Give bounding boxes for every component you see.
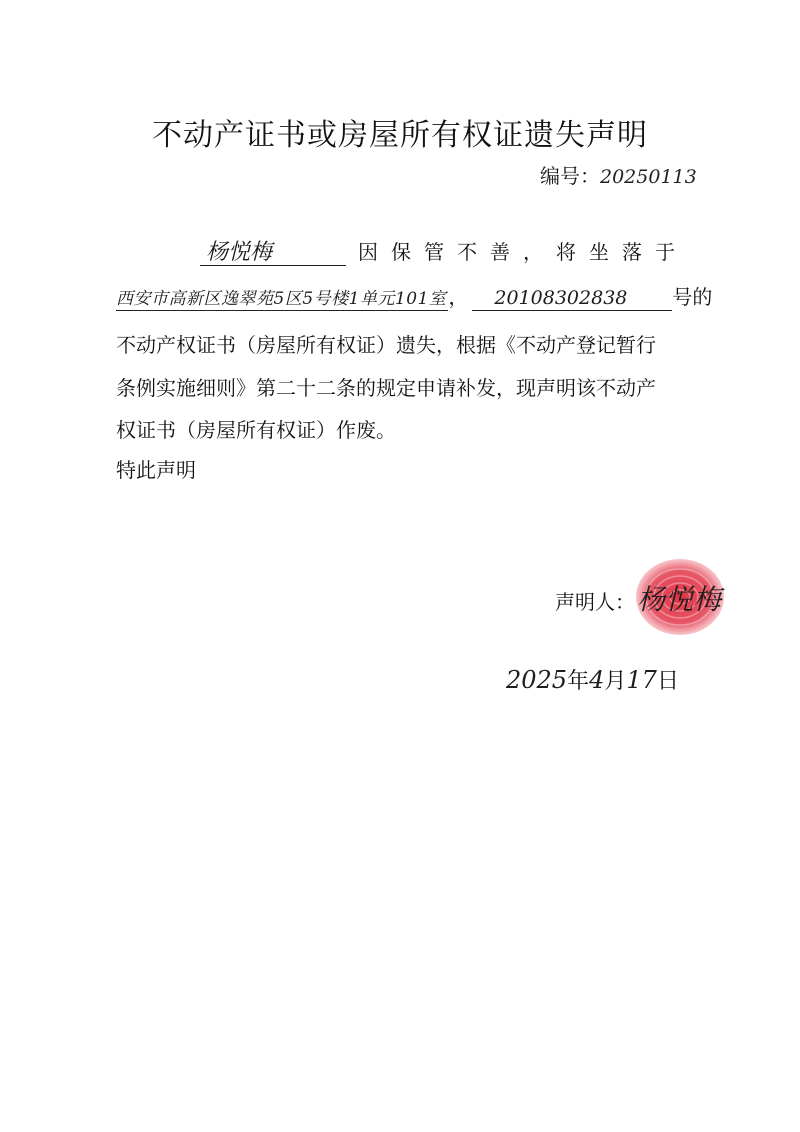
declarant-block <box>555 578 721 618</box>
statement-line-3: 不动产权证书（房屋所有权证）遗失，根据《不动产登记暂行 <box>116 333 656 357</box>
document-number <box>540 160 697 189</box>
statement-text-2: 号的 <box>672 285 713 309</box>
address-separator: ， <box>448 285 469 309</box>
document-title: 不动产证书或房屋所有权证遗失声明 <box>152 118 648 153</box>
date-day-unit: 日 <box>656 669 679 694</box>
declarant-label: 声明人： <box>555 590 635 614</box>
declaration-date <box>506 664 679 695</box>
date-day: 17 <box>626 666 657 694</box>
certificate-number-handwritten: 20108302838 <box>472 288 672 311</box>
statement-line-2 <box>116 281 712 311</box>
date-year-unit: 年 <box>567 669 590 694</box>
date-month: 4 <box>589 666 605 694</box>
document-number-label: 编号： <box>540 164 600 188</box>
statement-line-4: 条例实施细则》第二十二条的规定申请补发，现声明该不动产 <box>116 376 656 400</box>
statement-text-1: 因保管不善，将坐落于 <box>358 240 688 264</box>
statement-line-1 <box>200 236 688 266</box>
date-month-unit: 月 <box>604 669 627 694</box>
property-address-handwritten: 西安市高新区逸翠苑5区5号楼1单元101室 <box>116 289 447 309</box>
statement-line-5: 权证书（房屋所有权证）作废。 <box>116 418 396 442</box>
declarant-signature: 杨悦梅 <box>637 583 722 616</box>
date-year: 2025 <box>506 666 568 694</box>
owner-name-handwritten: 杨悦梅 <box>200 240 346 266</box>
closing-statement: 特此声明 <box>116 458 196 482</box>
document-number-value: 20250113 <box>600 166 697 188</box>
